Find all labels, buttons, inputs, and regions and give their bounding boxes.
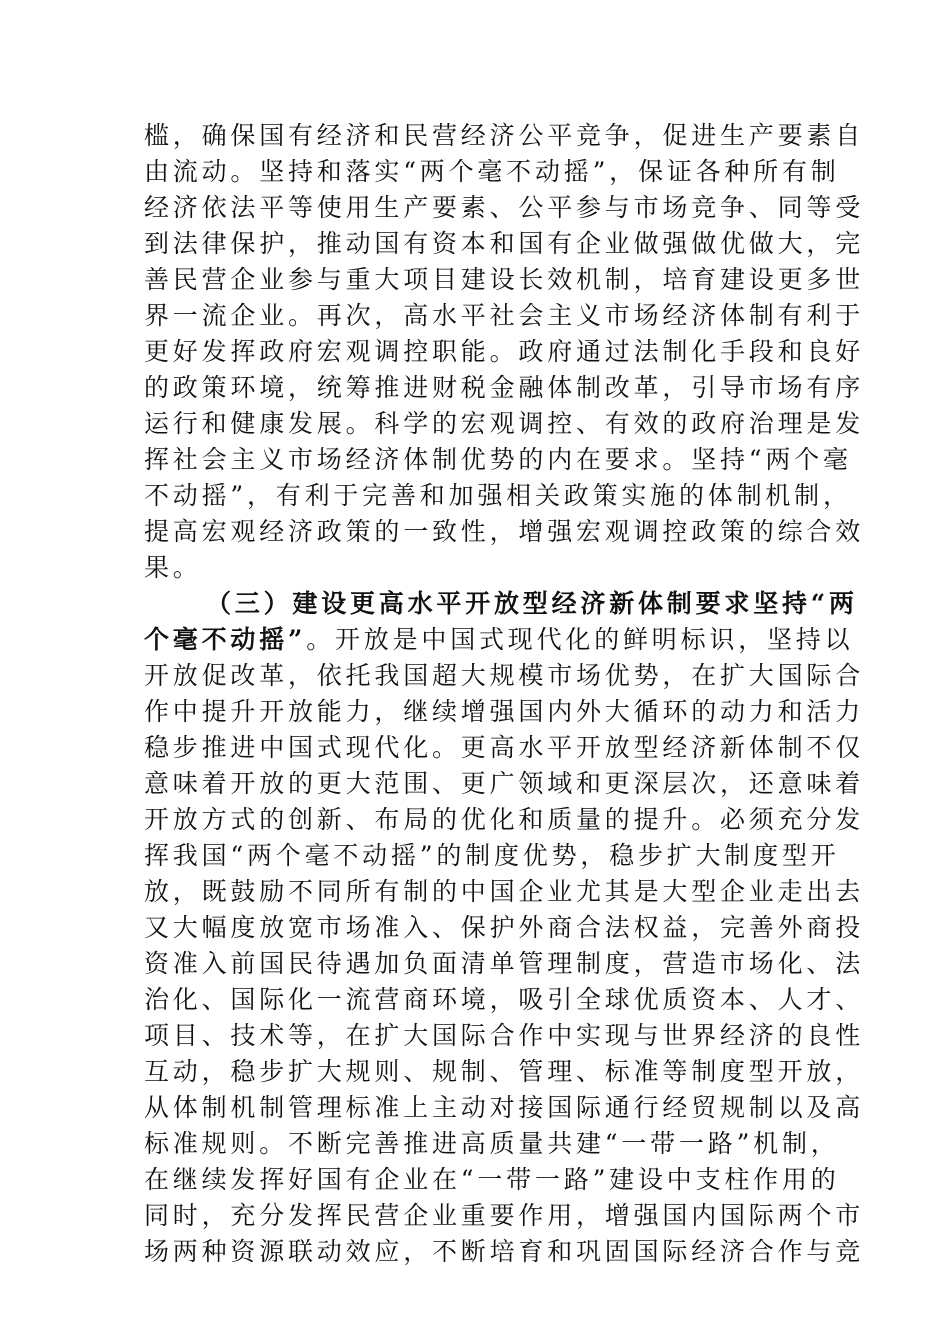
text-line: 更好发挥政府宏观调控职能。政府通过法制化手段和良好	[144, 337, 865, 366]
text-line: 挥社会主义市场经济体制优势的内在要求。坚持“两个毫	[144, 445, 852, 474]
body-text: 。开放是中国式现代化的鲜明标识，坚持以	[306, 625, 854, 654]
text-line: 稳步推进中国式现代化。更高水平开放型经济新体制不仅	[144, 733, 865, 762]
text-line: 运行和健康发展。科学的宏观调控、有效的政府治理是发	[144, 409, 865, 438]
text-line: 由流动。坚持和落实“两个毫不动摇”，保证各种所有制	[144, 157, 840, 186]
text-line: 界一流企业。再次，高水平社会主义市场经济体制有利于	[144, 301, 865, 330]
text-line: 作中提升开放能力，继续增强国内外大循环的动力和活力	[144, 697, 865, 726]
section-heading-text: （三）建设更高水平开放型经济新体制要求坚持“两	[206, 589, 858, 618]
text-line: 场两种资源联动效应，不断培育和巩固国际经济合作与竞	[144, 1237, 865, 1266]
text-line: 又大幅度放宽市场准入、保护外商合法权益，完善外商投	[144, 913, 865, 942]
text-line: 槛，确保国有经济和民营经济公平竞争，促进生产要素自	[144, 121, 865, 150]
text-line: 善民营企业参与重大项目建设长效机制，培育建设更多世	[144, 265, 865, 294]
text-line: 项目、技术等，在扩大国际合作中实现与世界经济的良性	[144, 1021, 865, 1050]
text-line: 到法律保护，推动国有资本和国有企业做强做优做大，完	[144, 229, 865, 258]
text-line: 提高宏观经济政策的一致性，增强宏观调控政策的综合效	[144, 517, 865, 546]
text-line: 经济依法平等使用生产要素、公平参与市场竞争、同等受	[144, 193, 865, 222]
text-line: 同时，充分发挥民营企业重要作用，增强国内国际两个市	[144, 1201, 865, 1230]
text-line: 治化、国际化一流营商环境，吸引全球优质资本、人才、	[144, 985, 865, 1014]
paragraph-ownership-and-macro-control	[144, 118, 865, 586]
text-line: 在继续发挥好国有企业在“一带一路”建设中支柱作用的	[144, 1165, 840, 1194]
section-3-open-economy	[144, 586, 865, 1270]
text-line: 从体制机制管理标准上主动对接国际通行经贸规制以及高	[144, 1093, 865, 1122]
text-line: 开放促改革，依托我国超大规模市场优势，在扩大国际合	[144, 661, 865, 690]
text-line: 资准入前国民待遇加负面清单管理制度，营造市场化、法	[144, 949, 865, 978]
document-body	[144, 118, 865, 1270]
text-line: 互动，稳步扩大规则、规制、管理、标准等制度型开放，	[144, 1057, 865, 1086]
text-line: 的政策环境，统筹推进财税金融体制改革，引导市场有序	[144, 373, 865, 402]
section-heading	[144, 586, 858, 622]
text-line: 不动摇”，有利于完善和加强相关政策实施的体制机制，	[144, 481, 852, 510]
text-line	[144, 622, 854, 658]
text-line: 挥我国“两个毫不动摇”的制度优势，稳步扩大制度型开	[144, 841, 840, 870]
text-line: 果。	[144, 553, 202, 582]
text-line: 标准规则。不断完善推进高质量共建“一带一路”机制，	[144, 1129, 840, 1158]
text-line: 开放方式的创新、布局的优化和质量的提升。必须充分发	[144, 805, 865, 834]
text-line: 意味着开放的更大范围、更广领域和更深层次，还意味着	[144, 769, 865, 798]
text-line: 放，既鼓励不同所有制的中国企业尤其是大型企业走出去	[144, 877, 865, 906]
section-heading-text-continued: 个毫不动摇”	[144, 625, 307, 654]
